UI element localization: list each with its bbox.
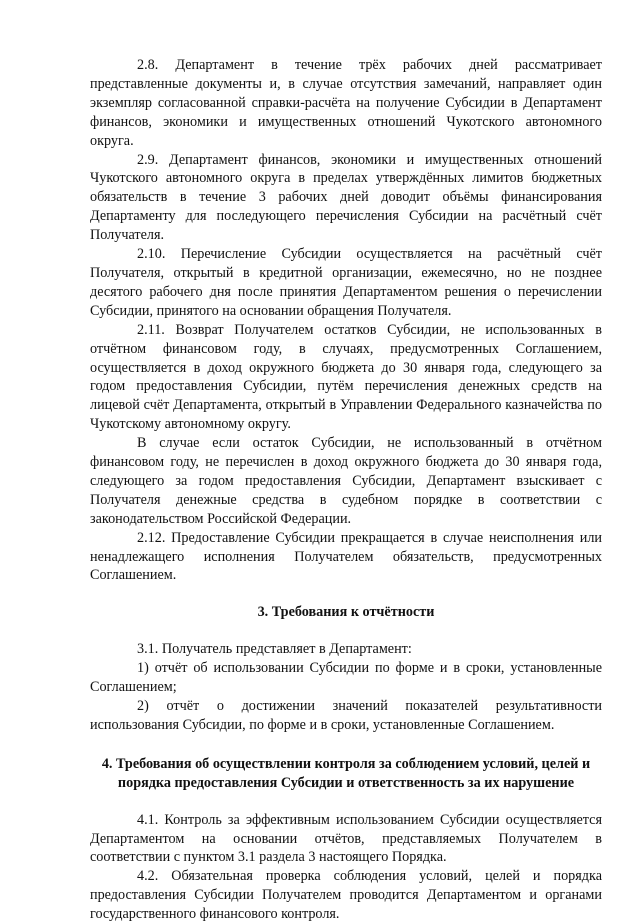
list-item-3-1-2: 2) отчёт о достижении значений показателей результативности использования Субсидии, по форме и в сроки, установленные Соглашением.	[90, 698, 602, 733]
document-page	[90, 56, 602, 924]
paragraph-2-11-continued: В случае если остаток Субсидии, не использованный в отчётном финансовом году, не перечислен в доход окружного бюджета до 30 января года, следующего за годом предоставления Субсидии, Департамент взыскивает с Получателя денежные средства в судебном порядке в соответствии с законодательством Российской Федерации.	[90, 435, 602, 527]
paragraph-2-12: 2.12. Предоставление Субсидии прекращается в случае неисполнения или ненадлежащего исполнения Получателем обязательств, предусмотренных Соглашением.	[90, 529, 602, 584]
paragraph-2-10: 2.10. Перечисление Субсидии осуществляется на расчётный счёт Получателя, открытый в кредитной организации, ежемесячно, но не позднее десятого рабочего дня после принятия Департаментом решения о перечислении Субсидии, принятого на основании обращения Получателя.	[90, 246, 602, 319]
paragraph-4-1: 4.1. Контроль за эффективным использованием Субсидии осуществляется Департаментом на основании отчётов, представляемых Получателем в соответствии с пунктом 3.1 раздела 3 настоящего Порядка.	[90, 811, 602, 866]
paragraph-2-11: 2.11. Возврат Получателем остатков Субсидии, не использованных в отчётном финансовом году, в случаях, предусмотренных Соглашением, осуществляется в доход окружного бюджета до 30 января года, следующего за годом предоставления Субсидии, путём перечисления денежных средств на лицевой счёт Департамента, открытый в Управлении Федерального казначейства по Чукотскому автономному округу.	[90, 321, 602, 433]
paragraph-3-1: 3.1. Получатель представляет в Департамент:	[137, 641, 412, 658]
paragraph-2-9: 2.9. Департамент финансов, экономики и имущественных отношений Чукотского автономного округа в пределах утверждённых лимитов бюджетных обязательств в течение 3 рабочих дней доводит объёмы финансирования Департаменту для последующего перечисления Субсидии на расчётный счёт Получателя.	[90, 151, 602, 244]
paragraph-2-8: 2.8. Департамент в течение трёх рабочих дней рассматривает представленные документы и, в случае отсутствия замечаний, направляет один экземпляр согласованной справки-расчёта на получение Субсидии в Департамент финансов, экономики и имущественных отношений Чукотского автономного округа.	[90, 57, 602, 149]
section-3-heading: 3. Требования к отчётности	[257, 604, 435, 621]
section-4-heading: 4. Требования об осуществлении контроля за соблюдением условий, целей и порядка предоставления Субсидии и ответственность за их нарушение	[101, 755, 591, 791]
paragraph-4-2: 4.2. Обязательная проверка соблюдения условий, целей и порядка предоставления Субсидии Получателем проводится Департаментом и органами государственного финансового контроля.	[90, 868, 602, 923]
list-item-3-1-1: 1) отчёт об использовании Субсидии по форме и в сроки, установленные Соглашением;	[90, 660, 602, 696]
